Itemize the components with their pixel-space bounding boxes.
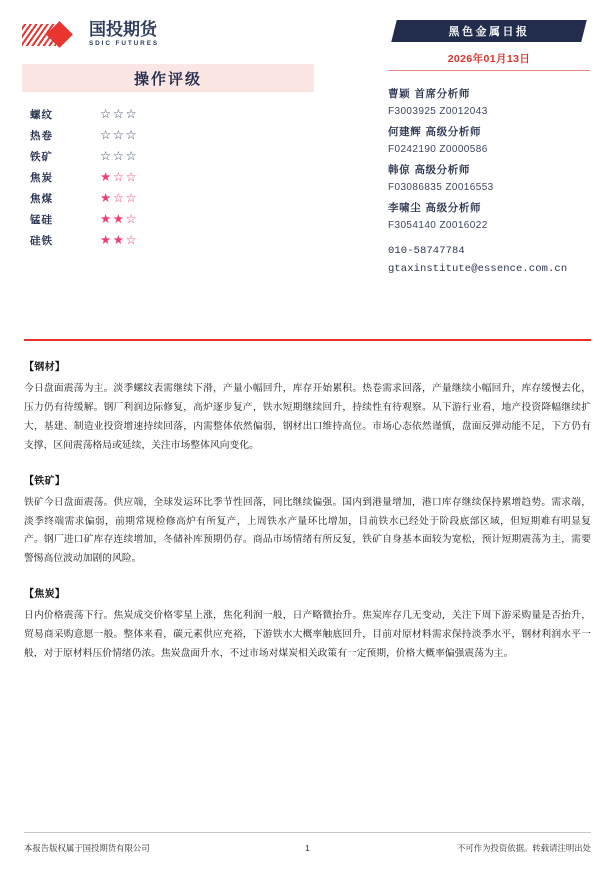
- star-empty-icon: ☆: [125, 107, 139, 122]
- footer-disclaimer: 不可作为投资依据。转载请注明出处: [457, 843, 591, 853]
- logo-name-cn: 国投期货: [89, 20, 157, 41]
- rating-row: [0, 230, 330, 251]
- star-filled-icon: ★: [112, 212, 126, 227]
- star-empty-icon: ☆: [112, 107, 126, 122]
- rating-commodity-label: 螺纹: [30, 109, 53, 121]
- star-empty-icon: ☆: [112, 170, 126, 185]
- rating-commodity-label: 焦炭: [30, 172, 53, 184]
- star-empty-icon: ☆: [125, 212, 139, 227]
- report-date-underline: [388, 70, 590, 71]
- rating-row: [0, 104, 330, 125]
- star-filled-icon: ★: [100, 233, 113, 248]
- rating-row: [0, 167, 330, 188]
- analyst-name-and-role: 韩倞 高级分析师: [388, 164, 470, 176]
- rating-stars: [100, 108, 138, 121]
- star-empty-icon: ☆: [112, 191, 126, 206]
- star-empty-icon: ☆: [112, 149, 126, 164]
- star-empty-icon: ☆: [125, 128, 139, 143]
- report-date: 2026年01月13日: [447, 53, 531, 65]
- sdic-diamond-stripes-logo-icon: [22, 22, 82, 48]
- star-empty-icon: ☆: [100, 107, 113, 122]
- footer-page-number: 1: [305, 843, 310, 853]
- rating-stars: [100, 213, 138, 226]
- section-heading: 【铁矿】: [24, 475, 66, 487]
- analyst-name-and-role: 曹颖 首席分析师: [388, 88, 470, 100]
- star-empty-icon: ☆: [112, 128, 126, 143]
- report-section: [24, 358, 591, 456]
- rating-stars: [100, 150, 138, 163]
- rating-stars: [100, 129, 138, 142]
- section-paragraph: 今日盘面震荡为主。淡季螺纹表需继续下滑，产量小幅回升，库存开始累积。热卷需求回落，产量继续小幅回升，库存缓慢去化，压力仍有待缓解。钢厂利润边际修复，高炉逐步复产，铁水短期继续回升，持续性有待观察。从下游行业看，地产投资降幅继续扩大，基建、制造业投资增速持续回落，内需整体依然偏弱，钢材出口维持高位。市场心态依然谨慎，盘面反弹动能不足，下方仍有支撑，区间震荡格局或延续，关注市场整体风向变化。: [24, 383, 591, 451]
- analyst-name-and-role: 何建辉 高级分析师: [388, 126, 482, 138]
- analyst-name-and-role: 李啸尘 高级分析师: [388, 202, 482, 214]
- rating-commodity-label: 锰硅: [30, 214, 53, 226]
- star-empty-icon: ☆: [100, 128, 113, 143]
- report-section: [24, 585, 591, 664]
- rating-commodity-label: 热卷: [30, 130, 53, 142]
- rating-stars: [100, 234, 138, 247]
- footer-copyright: 本报告版权属于国投期货有限公司: [24, 843, 150, 853]
- ratings-panel-title: 操作评级: [22, 64, 314, 92]
- rating-stars: [100, 171, 138, 184]
- contact-phone: 010-58747784: [388, 245, 465, 257]
- header-divider: [24, 339, 591, 341]
- analyst-license-codes: F3003925 Z0012043: [388, 106, 488, 117]
- rating-commodity-label: 铁矿: [30, 151, 53, 163]
- star-filled-icon: ★: [112, 233, 126, 248]
- analyst-license-codes: F0242190 Z0000586: [388, 144, 488, 155]
- star-empty-icon: ☆: [125, 170, 139, 185]
- footer-row: [24, 842, 591, 854]
- rating-stars: [100, 192, 138, 205]
- star-filled-icon: ★: [100, 170, 113, 185]
- contact-block: [388, 245, 615, 275]
- star-empty-icon: ☆: [100, 149, 113, 164]
- analyst-license-codes: F03086835 Z0016553: [388, 182, 494, 193]
- star-filled-icon: ★: [100, 191, 113, 206]
- star-filled-icon: ★: [100, 212, 113, 227]
- section-paragraph: 日内价格震荡下行。焦炭成交价格零星上涨，焦化利润一般，日产略微抬升。焦炭库存几无变动，关注下周下游采购量是否抬升，贸易商采购意愿一般。整体来看，碳元素供应充裕，下游铁水大概率触底回升，目前对原材料需求保持淡季水平，钢材利润水平一般，对于原材料压价情绪仍浓。焦炭盘面升水，不过市场对煤炭相关政策有一定预期，价格大概率偏强震荡为主。: [24, 610, 591, 660]
- logo-name-en: SDIC FUTURES: [89, 40, 160, 48]
- footer-divider: [24, 832, 591, 833]
- report-section: [24, 472, 591, 570]
- rating-row: [0, 188, 330, 209]
- section-heading: 【钢材】: [24, 362, 66, 373]
- star-empty-icon: ☆: [125, 191, 139, 206]
- star-empty-icon: ☆: [125, 233, 139, 248]
- section-heading: 【焦炭】: [24, 589, 66, 601]
- analyst-entry: [388, 86, 615, 117]
- logo-wordmark: [89, 22, 159, 47]
- report-header: [0, 0, 615, 340]
- report-title-text: 黑色金属日报: [448, 25, 530, 38]
- analyst-entry: [388, 200, 615, 231]
- header-left-column: [0, 0, 330, 251]
- ratings-list: [0, 104, 330, 251]
- rating-commodity-label: 焦煤: [30, 193, 53, 205]
- rating-row: [0, 125, 330, 146]
- analyst-list: [388, 86, 615, 231]
- page-footer: [24, 832, 591, 854]
- header-right-column: [388, 0, 615, 281]
- rating-row: [0, 146, 330, 167]
- contact-email[interactable]: gtaxinstitute@essence.com.cn: [388, 263, 568, 275]
- section-paragraph: 铁矿今日盘面震荡。供应端，全球发运环比季节性回落，同比继续偏强。国内到港量增加，港口库存继续保持累增趋势。需求端，淡季终端需求偏弱，前期常规检修高炉有所复产，上周铁水产量环比增加，目前铁水已经处于阶段底部区域，但短期难有明显复产。钢厂进口矿库存连续增加，冬储补库预期仍存。商品市场情绪有所反复，铁矿自身基本面较为宽松，预计短期震荡为主，需要警惕高位波动加剧的风险。: [24, 496, 591, 565]
- report-body: [24, 358, 591, 680]
- report-title-banner: [394, 20, 584, 42]
- company-logo: [0, 0, 330, 52]
- rating-commodity-label: 硅铁: [30, 235, 53, 247]
- star-empty-icon: ☆: [125, 149, 139, 164]
- analyst-license-codes: F3054140 Z0016022: [388, 220, 488, 231]
- analyst-entry: [388, 124, 615, 155]
- analyst-entry: [388, 162, 615, 193]
- rating-row: [0, 209, 330, 230]
